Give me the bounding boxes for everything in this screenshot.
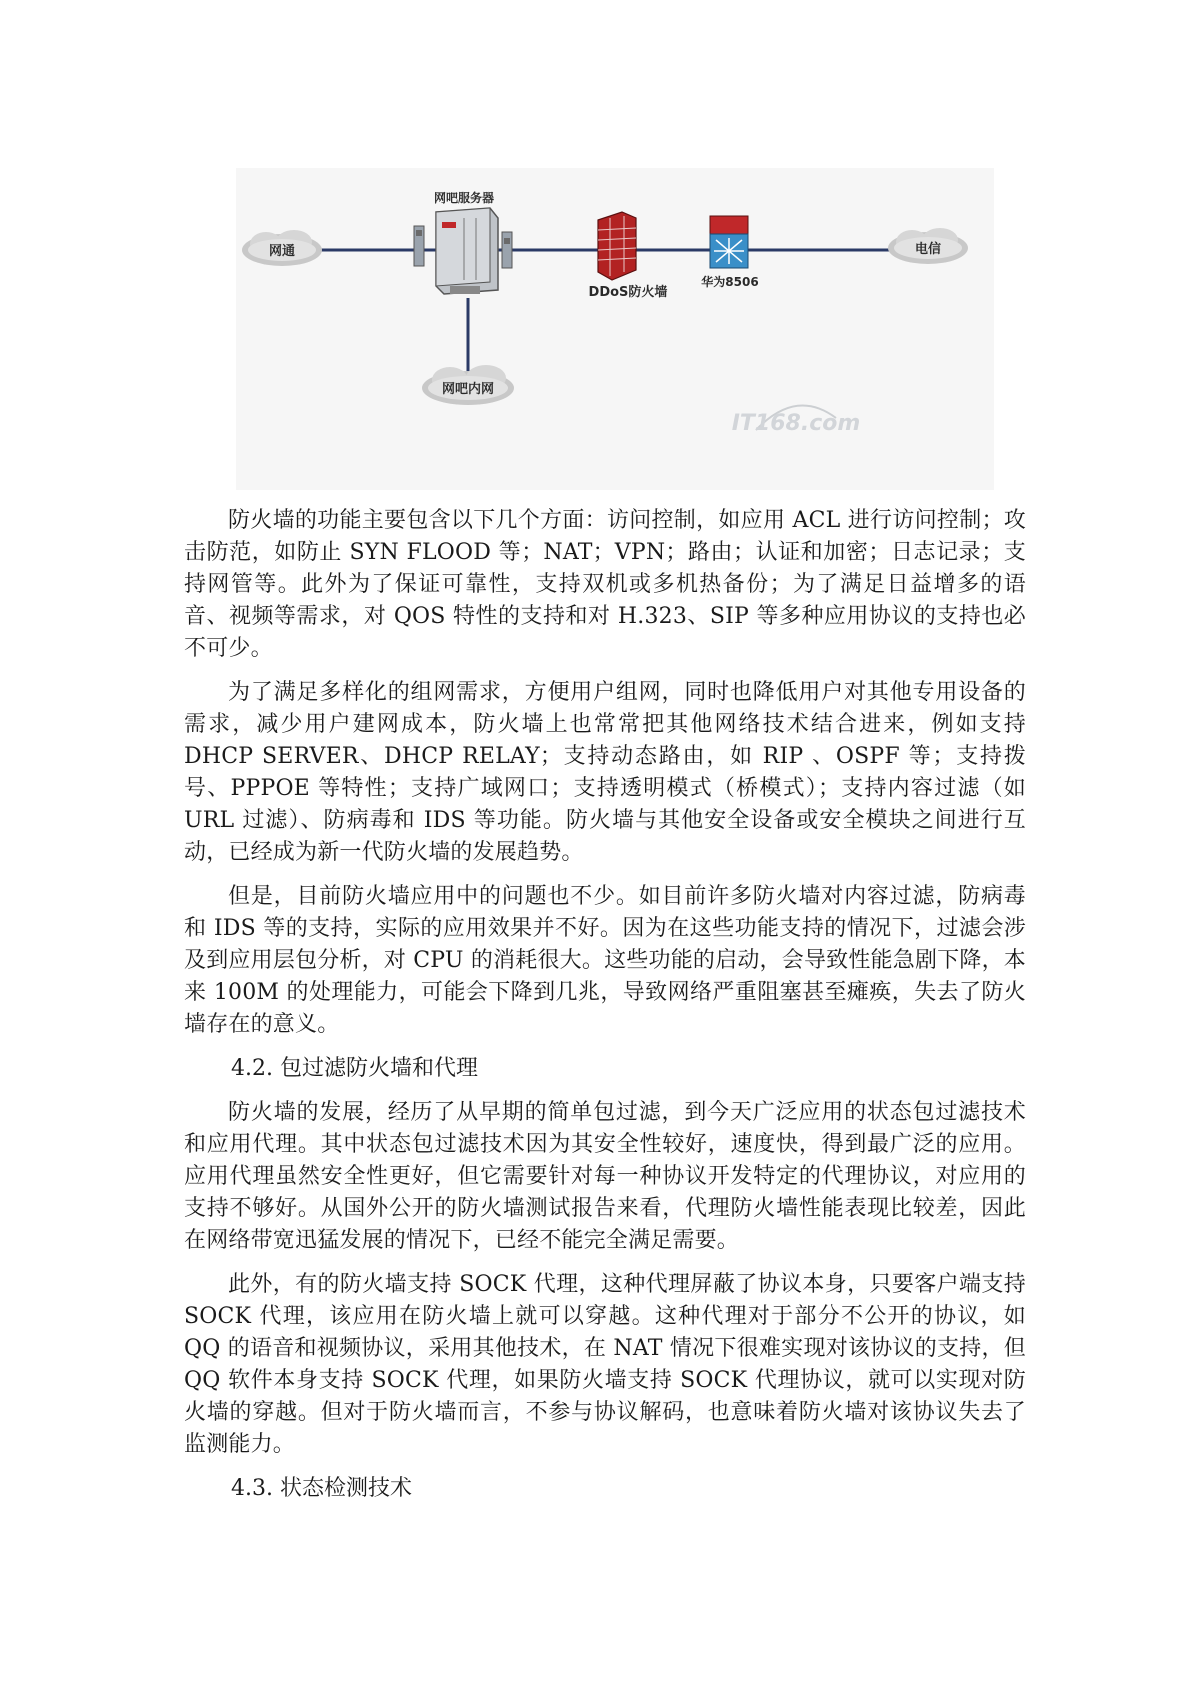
paragraph-current-problems: 但是，目前防火墙应用中的问题也不少。如目前许多防火墙对内容过滤，防病毒和 IDS 等的支持，实际的应用效果并不好。因为在这些功能支持的情况下，过滤会涉及到应用层包分析，对 CPU 的消耗很大。这些功能的启动，会导致性能急剧下降，本来 100M 的处理能力，可能会下降到几兆，导致网络严重阻塞甚至瘫痪，失去了防火墙存在的意义。 [184,884,1026,1037]
watermark-text: IT168.com [731,411,861,436]
lan-label: 网吧内网 [441,382,495,397]
section-heading-4-3: 4.3. 状态检测技术 [231,1476,412,1501]
paragraph-firewall-functions: 防火墙的功能主要包含以下几个方面：访问控制，如应用 ACL 进行访问控制；攻击防范，如防止 SYN FLOOD 等；NAT；VPN；路由；认证和加密；日志记录；支持网管等。此外为了保证可靠性，支持双机或多机热备份；为了满足日益增多的语音、视频等需求，对 QOS 特性的支持和对 H.323、SIP 等多种应用协议的支持也必不可少。 [184,508,1026,661]
paragraph-networking-needs: 为了满足多样化的组网需求，方便用户组网，同时也降低用户对其他专用设备的需求，减少用户建网成本，防火墙上也常常把其他网络技术结合进来，例如支持 DHCP SERVER、DHCP RELAY；支持动态路由，如 RIP 、OSPF 等；支持拨号、PPPOE 等特性；支持广域网口；支持透明模式（桥模式）；支持内容过滤（如 URL 过滤）、防病毒和 IDS 等功能。防火墙与其他安全设备或安全模块之间进行互动，已经成为新一代防火墙的发展趋势。 [184,680,1026,865]
section-heading-4-2: 4.2. 包过滤防火墙和代理 [231,1056,478,1081]
huawei-switch-icon [701,216,758,289]
watermark-logo [732,406,861,437]
paragraph-sock-proxy: 此外，有的防火墙支持 SOCK 代理，这种代理屏蔽了协议本身，只要客户端支持 SOCK 代理，该应用在防火墙上就可以穿越。这种代理对于部分不公开的协议，如 QQ 的语音和视频协议，采用其他技术，在 NAT 情况下很难实现对该协议的支持，但 QQ 软件本身支持 SOCK 代理，如果防火墙支持 SOCK 代理协议，就可以实现对防火墙的穿越。但对于防火墙而言，不参与协议解码，也意味着防火墙对该协议失去了监测能力。 [184,1272,1026,1457]
dianxin-cloud-icon [888,228,968,264]
document-body [184,505,1026,1517]
paragraph-firewall-development: 防火墙的发展，经历了从早期的简单包过滤，到今天广泛应用的状态包过滤技术和应用代理。其中状态包过滤技术因为其安全性较好，速度快，得到最广泛的应用。应用代理虽然安全性更好，但它需要针对每一种协议开发特定的代理协议，对应用的支持不够好。从国外公开的防火墙测试报告来看，代理防火墙性能表现比较差，因此在网络带宽迅猛发展的情况下，已经不能完全满足需要。 [184,1100,1026,1253]
switch-label: 华为8506 [701,275,759,289]
wangtong-cloud-icon [242,230,322,266]
network-diagram-svg [236,168,994,490]
network-diagram [236,168,994,490]
right-nic-icon [502,232,512,268]
server-icon [434,190,498,294]
lan-cloud-icon [422,365,514,405]
wangtong-label: 网通 [268,244,296,259]
server-label: 网吧服务器 [433,191,495,205]
ddos-firewall-icon [589,212,668,300]
ddos-label: DDoS防火墙 [588,285,668,300]
left-nic-icon [414,226,424,266]
dianxin-label: 电信 [914,242,942,257]
